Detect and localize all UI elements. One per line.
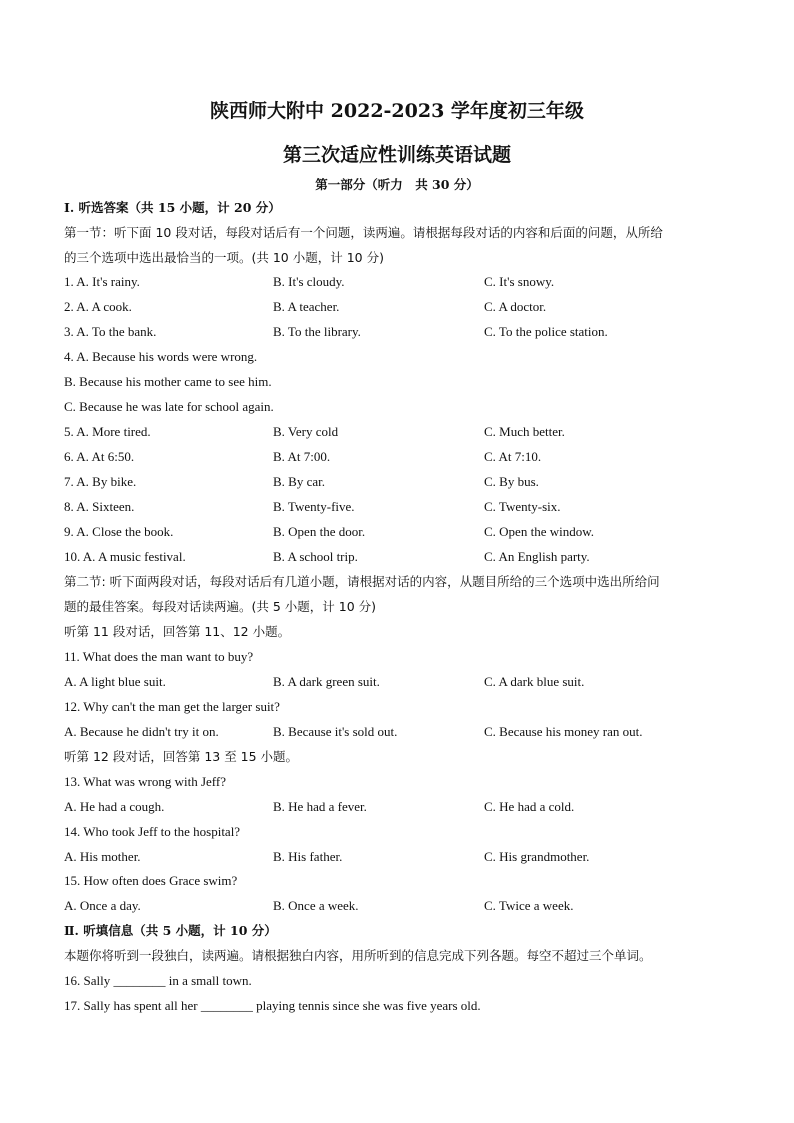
part2-instructions: 第二节: 听下面两段对话，每段对话后有几道小题，请根据对话的内容，从题目所给的三个选项中选出所给问: [64, 574, 660, 589]
q15-option-c: C. Twice a week.: [484, 898, 574, 913]
q12-stem: 12. Why can't the man get the larger suit?: [64, 699, 280, 714]
q7-option-c: C. By bus.: [484, 474, 539, 489]
q6-option-c: C. At 7:10.: [484, 449, 542, 464]
q4-option-a: 4. A. Because his words were wrong.: [64, 349, 258, 364]
q13-option-a: A. He had a cough.: [64, 799, 165, 814]
q11-stem: 11. What does the man want to buy?: [64, 649, 254, 664]
q7-option-a: 7. A. By bike.: [64, 474, 137, 489]
section2-heading: Ⅱ. 听填信息（共 5 小题，计 10 分）: [64, 923, 277, 938]
q8-option-a: 8. A. Sixteen.: [64, 499, 135, 514]
q7-option-b: B. By car.: [273, 474, 325, 489]
q3-option-a: 3. A. To the bank.: [64, 324, 157, 339]
q14-stem: 14. Who took Jeff to the hospital?: [64, 824, 241, 839]
q8-option-c: C. Twenty-six.: [484, 499, 561, 514]
q15-option-b: B. Once a week.: [273, 898, 359, 913]
q8-option-b: B. Twenty-five.: [273, 499, 355, 514]
q3-option-c: C. To the police station.: [484, 324, 608, 339]
q15-option-a: A. Once a day.: [64, 898, 141, 913]
dialog-11-intro: 听第 11 段对话，回答第 11、12 小题。: [64, 624, 291, 639]
q2-option-b: B. A teacher.: [273, 299, 340, 314]
dialog-12-intro: 听第 12 段对话，回答第 13 至 15 小题。: [64, 749, 299, 764]
q10-option-a: 10. A. A music festival.: [64, 549, 186, 564]
q5-option-c: C. Much better.: [484, 424, 565, 439]
q1-option-c: C. It's snowy.: [484, 274, 555, 289]
q6-option-a: 6. A. At 6:50.: [64, 449, 135, 464]
part2-instructions-cont: 题的最佳答案。每段对话读两遍。(共 5 小题，计 10 分): [64, 599, 377, 614]
section1-heading: Ⅰ. 听选答案（共 15 小题，计 20 分）: [64, 200, 281, 215]
q2-option-c: C. A doctor.: [484, 299, 547, 314]
q11-option-b: B. A dark green suit.: [273, 674, 380, 689]
q13-stem: 13. What was wrong with Jeff?: [64, 774, 226, 789]
q15-stem: 15. How often does Grace swim?: [64, 873, 238, 888]
q4-option-c: C. Because he was late for school again.: [64, 399, 274, 414]
q14-option-c: C. His grandmother.: [484, 849, 590, 864]
q1-option-a: 1. A. It's rainy.: [64, 274, 140, 289]
q10-option-c: C. An English party.: [484, 549, 590, 564]
q9-option-c: C. Open the window.: [484, 524, 595, 539]
q4-option-b: B. Because his mother came to see him.: [64, 374, 272, 389]
q11-option-c: C. A dark blue suit.: [484, 674, 585, 689]
section2-instructions: 本题你将听到一段独白，读两遍。请根据独白内容，用所听到的信息完成下列各题。每空不超过三个单词。: [64, 948, 652, 963]
q17-fill-blank: 17. Sally has spent all her ________ playing tennis since she was five years old.: [64, 998, 481, 1013]
q12-option-b: B. Because it's sold out.: [273, 724, 398, 739]
q10-option-b: B. A school trip.: [273, 549, 358, 564]
part1-instructions: 第一节：听下面 10 段对话，每段对话后有一个问题，读两遍。请根据每段对话的内容和后面的问题，从所给: [64, 225, 663, 240]
q16-fill-blank: 16. Sally ________ in a small town.: [64, 973, 252, 988]
q3-option-b: B. To the library.: [273, 324, 361, 339]
q11-option-a: A. A light blue suit.: [64, 674, 166, 689]
q13-option-b: B. He had a fever.: [273, 799, 367, 814]
q13-option-c: C. He had a cold.: [484, 799, 575, 814]
part1-instructions-cont: 的三个选项中选出最恰当的一项。(共 10 小题，计 10 分): [64, 250, 384, 265]
q12-option-a: A. Because he didn't try it on.: [64, 724, 219, 739]
exam-title: 陕西师大附中 2022-2023 学年度初三年级: [210, 100, 584, 122]
q14-option-a: A. His mother.: [64, 849, 141, 864]
q5-option-a: 5. A. More tired.: [64, 424, 151, 439]
exam-subtitle: 第三次适应性训练英语试题: [282, 144, 511, 166]
q9-option-a: 9. A. Close the book.: [64, 524, 174, 539]
q2-option-a: 2. A. A cook.: [64, 299, 132, 314]
q5-option-b: B. Very cold: [273, 424, 339, 439]
q9-option-b: B. Open the door.: [273, 524, 366, 539]
q12-option-c: C. Because his money ran out.: [484, 724, 643, 739]
part-title: 第一部分（听力 共 30 分）: [315, 177, 479, 192]
q6-option-b: B. At 7:00.: [273, 449, 331, 464]
q14-option-b: B. His father.: [273, 849, 343, 864]
q1-option-b: B. It's cloudy.: [273, 274, 345, 289]
